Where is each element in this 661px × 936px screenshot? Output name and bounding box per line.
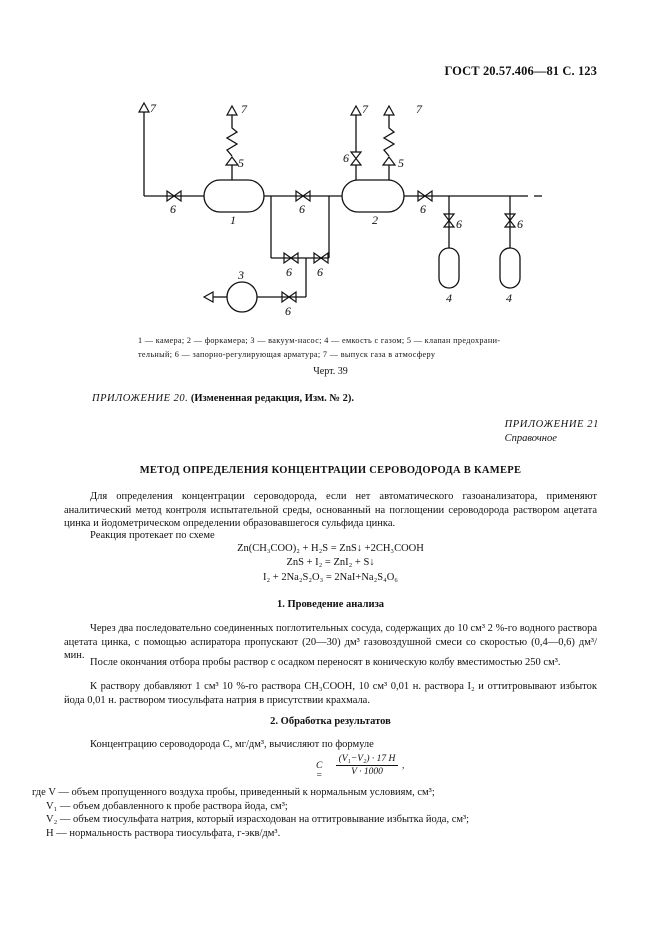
exhaust-arrow-7a xyxy=(139,103,149,112)
definition-V1: V₁ — объем добавленного к пробе раствора йода, см³; xyxy=(46,800,288,812)
label-4a: 4 xyxy=(446,291,452,305)
label-7a: 7 xyxy=(150,101,156,115)
formula-comma: , xyxy=(402,761,405,771)
safety-valve-5a xyxy=(226,157,238,165)
label-1: 1 xyxy=(230,213,236,227)
gas-vessel-a xyxy=(439,248,459,288)
label-6-left: 6 xyxy=(170,202,176,216)
legend-line-2: тельный; 6 — запорно-регулирующая арматура; 7 — выпуск газа в атмосферу xyxy=(138,350,436,359)
equation-3: I₂ + 2Na₂S₂O₃ = 2NaI+Na₂S₄O₆ xyxy=(263,572,398,583)
section-2-paragraph-1: Концентрацию сероводорода C, мг/дм³, вычисляют по формуле xyxy=(90,739,374,750)
vacuum-pump-3 xyxy=(227,282,257,312)
legend-line-1: 1 — камера; 2 — форкамера; 3 — вакуум-насос; 4 — емкость с газом; 5 — клапан предохрани- xyxy=(138,336,501,345)
forechamber-2 xyxy=(342,180,404,212)
label-6-right: 6 xyxy=(420,202,426,216)
label-6-pump: 6 xyxy=(285,304,291,318)
label-6-bypass-a: 6 xyxy=(286,265,292,279)
section-1-paragraph-1: Через два последовательно соединенных поглотительных сосуда, содержащих до 10 см³ 2 %-го водного раствора ацетата цинка, с помощью аспиратора пропускают (20—30) дм³ газовоздушной смеси со скоростью (0,4—0,6) дм³/мин. xyxy=(64,623,597,661)
page-header: ГОСТ 20.57.406—81 С. 123 xyxy=(444,64,597,78)
valve-6-top-2 xyxy=(351,152,361,165)
safety-valve-spring-1 xyxy=(227,115,237,156)
label-7c: 7 xyxy=(362,102,368,116)
appendix-21-name: ПРИЛОЖЕНИЕ 21 xyxy=(504,419,599,430)
label-5b: 5 xyxy=(398,156,404,170)
gas-system-schematic xyxy=(0,0,661,330)
variable-definitions xyxy=(32,786,469,840)
label-6-vessel-b: 6 xyxy=(517,217,523,231)
appendix-21-type: Справочное xyxy=(504,433,557,444)
reaction-intro: Реакция протекает по схеме xyxy=(90,530,215,541)
formula-numerator: (V₁−V₂) · 17 H xyxy=(336,754,398,766)
formula-lhs: C = xyxy=(316,761,323,781)
gas-vessel-b xyxy=(500,248,520,288)
label-6-mid: 6 xyxy=(299,202,305,216)
document-title: МЕТОД ОПРЕДЕЛЕНИЯ КОНЦЕНТРАЦИИ СЕРОВОДОРОДА В КАМЕРЕ xyxy=(139,465,522,476)
definition-V2: V₂ — объем тиосульфата натрия, который израсходован на оттитровывание избытка йода, см³; xyxy=(46,814,470,825)
appendix-21-heading xyxy=(505,418,599,446)
label-5a: 5 xyxy=(238,156,244,170)
label-4b: 4 xyxy=(506,291,512,305)
figure-caption: Черт. 39 xyxy=(313,366,348,377)
appendix-20-note xyxy=(92,393,354,404)
label-6-top: 6 xyxy=(343,151,349,165)
equation-1: Zn(CH₃COO)₂ + H₂S = ZnS↓ +2CH₃COOH xyxy=(237,543,424,554)
formula-fraction xyxy=(336,754,398,777)
safety-valve-5b xyxy=(383,157,395,165)
definition-H: H — нормальность раствора тиосульфата, г-экв/дм³. xyxy=(46,827,281,839)
equation-2: ZnS + I₂ = ZnI₂ + S↓ xyxy=(286,557,375,568)
exhaust-arrow-7b xyxy=(227,106,237,115)
formula-denominator: V · 1000 xyxy=(351,767,383,777)
safety-valve-spring-2 xyxy=(384,115,394,156)
label-7d: 7 xyxy=(416,102,422,116)
label-6-vessel-a: 6 xyxy=(456,217,462,231)
section-1-title: 1. Проведение анализа xyxy=(276,599,385,610)
appendix-20-name: ПРИЛОЖЕНИЕ 20. xyxy=(92,393,189,404)
section-2-title: 2. Обработка результатов xyxy=(270,716,391,727)
exhaust-arrow-7c xyxy=(351,106,361,115)
label-2: 2 xyxy=(372,213,378,227)
exhaust-arrow-7d xyxy=(384,106,394,115)
pump-outlet-arrow xyxy=(204,292,213,302)
intro-paragraph: Для определения концентрации сероводорода, если нет автоматического газоанализатора, применяют аналитический метод контроля испытательной среды, основанный на поглощении сероводорода раствором ацетата цинка и йодометрическом определении образовавшегося сульфида цинка. xyxy=(64,491,597,529)
label-6-bypass-b: 6 xyxy=(317,265,323,279)
definition-V: где V — объем пропущенного воздуха пробы, приведенный к нормальным условиям, см³; xyxy=(32,787,435,798)
scheme-legend xyxy=(138,334,558,362)
section-1-paragraph-3: К раствору добавляют 1 см³ 10 %-го раствора CH₃COOH, 10 см³ 0,01 н. раствора I₂ и оттитровывают избыток йода 0,01 н. раствором тиосульфата натрия в присутствии крахмала. xyxy=(64,681,597,706)
chamber-1 xyxy=(204,180,264,212)
section-1-paragraph-2: После окончания отбора пробы раствор с осадком переносят в коническую колбу вместимостью 250 см³. xyxy=(90,657,561,668)
label-7b: 7 xyxy=(241,102,247,116)
label-3: 3 xyxy=(238,268,244,282)
appendix-20-change: (Измененная редакция, Изм. № 2). xyxy=(190,393,354,404)
